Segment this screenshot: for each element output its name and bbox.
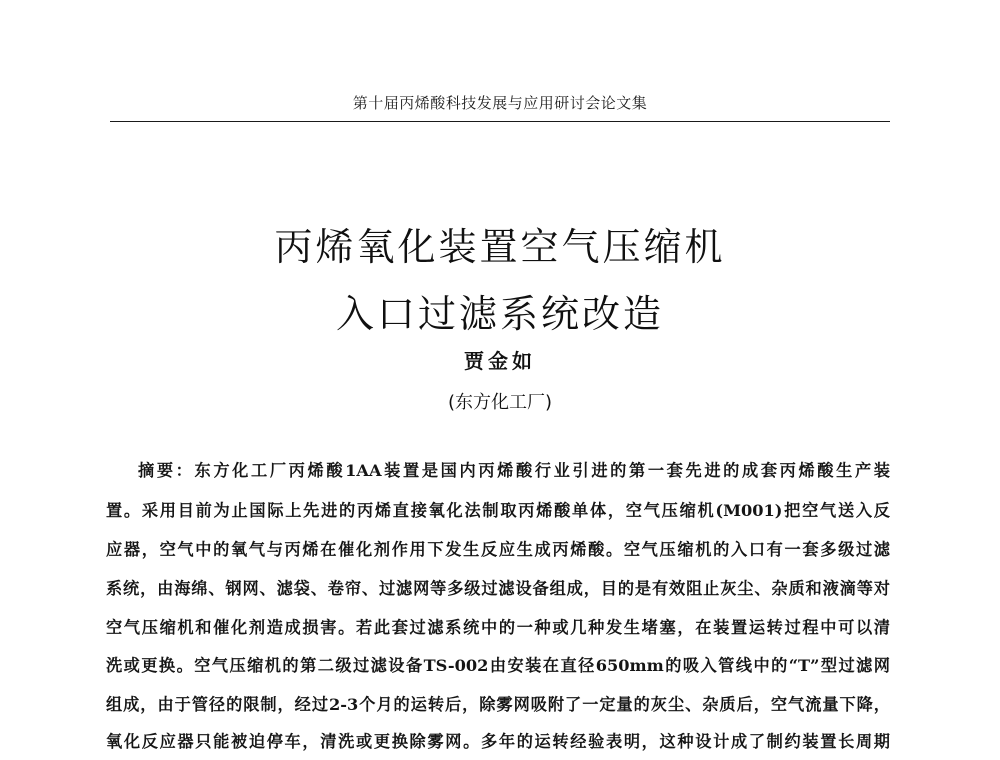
abstract-line-1 (138, 460, 890, 482)
abstract-line-8: 氧化反应器只能被迫停车，清洗或更换除雾网。多年的运转经验表明，这种设计成了制约装置长周期 (106, 732, 890, 751)
abstract-line-6: 洗或更换。空气压缩机的第二级过滤设备TS-002由安装在直径650mm的吸入管线中的“T”型过滤网 (106, 656, 890, 675)
abstract-line-5: 空气压缩机和催化剂造成损害。若此套过滤系统中的一种或几种发生堵塞，在装置运转过程中可以清 (106, 618, 890, 637)
paper-title-line-1: 丙烯氧化装置空气压缩机 (274, 225, 726, 269)
header-rule (110, 121, 890, 122)
author-name: 贾金如 (464, 349, 536, 373)
paper-title-line-2: 入口过滤系统改造 (335, 292, 664, 336)
running-header: 第十届丙烯酸科技发展与应用研讨会论文集 (352, 94, 648, 112)
abstract-line-3: 应器，空气中的氧气与丙烯在催化剂作用下发生反应生成丙烯酸。空气压缩机的入口有一套多级过滤 (106, 540, 890, 559)
abstract-line-4: 系统，由海绵、钢网、滤袋、卷帘、过滤网等多级过滤设备组成，目的是有效阻止灰尘、杂质和液滴等对 (106, 579, 890, 598)
abstract-line-7: 组成，由于管径的限制，经过2-3个月的运转后，除雾网吸附了一定量的灰尘、杂质后，空气流量下降， (106, 695, 890, 714)
abstract-line-1-text: 东方化工厂丙烯酸1AA装置是国内丙烯酸行业引进的第一套先进的成套丙烯酸生产装 (194, 461, 890, 480)
author-affiliation: (东方化工厂) (447, 392, 553, 413)
abstract-label: 摘要： (138, 461, 195, 480)
abstract-line-2: 置。采用目前为止国际上先进的丙烯直接氧化法制取丙烯酸单体，空气压缩机(M001)把空气送入反 (106, 501, 890, 520)
